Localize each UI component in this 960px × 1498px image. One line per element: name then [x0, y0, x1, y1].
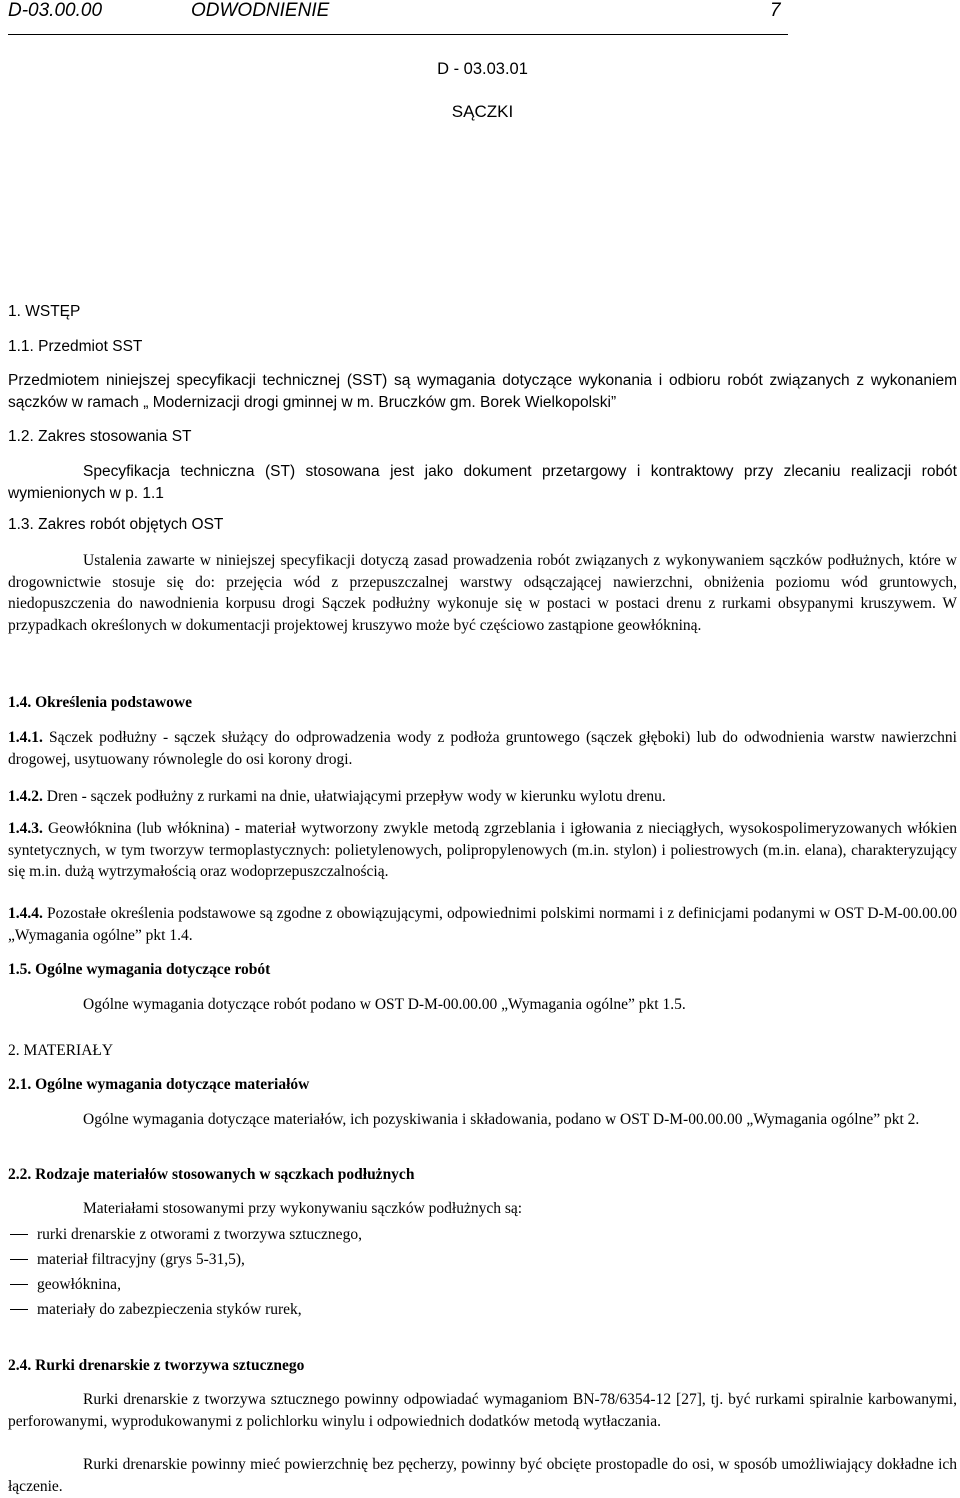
dash-bullet-icon — [10, 1259, 28, 1260]
dash-bullet-icon — [10, 1309, 28, 1310]
definition-number: 1.4.3. — [8, 820, 43, 837]
section-2-2-intro: Materiałami stosowanymi przy wykonywaniu sączków podłużnych są: — [83, 1200, 523, 1217]
definition-text: Dren - sączek podłużny z rurkami na dnie, ułatwiającymi przepływ wody w kierunku wylotu drenu. — [42, 788, 666, 805]
definition-text: Geowłóknina (lub włóknina) - materiał wytworzony zwykle metodą zgrzeblania i igłowania z nieciągłych, wysokospolimeryzowanych włókien syntetycznych, w tym tworzyw termoplastycznych: polietylenowych, polipropylenowych (m.in. stylon) i poliestrowych (m.in. elana), charakteryzujący się m.in. dużą wytrzymałością oraz wodoprzepuszczalnością. — [8, 820, 957, 880]
definition-text: Sączek podłużny - sączek służący do odprowadzenia wody z podłoża gruntowego (sączek głęboki) lub do odwodnienia warstw nawierzchni drogowej, usytuowany równolegle do osi korony drogi. — [8, 729, 957, 768]
spec-title: SĄCZKI — [451, 102, 514, 121]
list-item-text: materiały do zabezpieczenia styków rurek, — [37, 1301, 302, 1318]
section-1-2-text: Specyfikacja techniczna (ST) stosowana jest jako dokument przetargowy i kontraktowy przy zlecaniu realizacji robót wymienionych w p. 1.1 — [8, 463, 957, 502]
definition-1-4-4 — [8, 903, 957, 946]
section-1-2-heading: 1.2. Zakres stosowania ST — [8, 428, 192, 445]
dash-bullet-icon — [10, 1284, 28, 1285]
dash-bullet-icon — [10, 1234, 28, 1235]
section-2-1-text: Ogólne wymagania dotyczące materiałów, ich pozyskiwania i składowania, podano w OST D-M-00.00.00 „Wymagania ogólne” pkt 2. — [83, 1111, 920, 1128]
definition-1-4-2 — [8, 786, 957, 808]
section-1-3-text: Ustalenia zawarte w niniejszej specyfikacji dotyczą zasad prowadzenia robót związanych z wykonywaniem sączków podłużnych, które w drogownictwie stosuje się do: przejęcia wód z przepuszczalnej warstwy odsączającej nawierzchni, obniżenia poziomu wód gruntowych, niedopuszczenia do nawodnienia korpusu drogi Sączek podłużny wykonuje się w postaci w postaci drenu z rurkami obsypanymi kruszywem. W przypadkach określonych w dokumentacji projektowej kruszywo może być częściowo zastąpione geowłókniną. — [8, 552, 957, 634]
header-page-number: 7 — [770, 0, 781, 21]
list-item-text: geowłóknina, — [37, 1276, 121, 1293]
page-header — [8, 0, 788, 35]
definition-number: 1.4.4. — [8, 905, 43, 922]
list-item-text: materiał filtracyjny (grys 5-31,5), — [37, 1251, 245, 1268]
list-item-text: rurki drenarskie z otworami z tworzywa sztucznego, — [37, 1226, 362, 1243]
header-code: D-03.00.00 — [8, 0, 103, 21]
section-2-heading: 2. MATERIAŁY — [8, 1042, 114, 1059]
definition-1-4-1 — [8, 727, 957, 770]
section-1-3-heading: 1.3. Zakres robót objętych OST — [8, 516, 224, 533]
header-section: ODWODNIENIE — [191, 0, 330, 21]
spec-code: D - 03.03.01 — [437, 60, 528, 78]
section-1-heading: 1. WSTĘP — [8, 303, 81, 320]
section-1-5-text: Ogólne wymagania dotyczące robót podano w OST D-M-00.00.00 „Wymagania ogólne” pkt 1.5. — [83, 996, 686, 1013]
section-2-4-paragraph-1: Rurki drenarskie z tworzywa sztucznego powinny odpowiadać wymaganiom BN-78/6354-12 [27], tj. być rurkami spiralnie karbowanymi, perforowanymi, wyprodukowanymi z polichlorku winylu i odpowiednich dodatków metodą wytłaczania. — [8, 1391, 957, 1430]
section-1-1-text: Przedmiotem niniejszej specyfikacji technicznej (SST) są wymagania dotyczące wykonania i odbioru robót związanych z wykonaniem sączków w ramach „ Modernizacji drogi gminnej w m. Bruczków gm. Borek Wielkopolski” — [8, 372, 957, 411]
definition-1-4-3 — [8, 818, 957, 883]
section-1-4-heading: 1.4. Określenia podstawowe — [8, 694, 193, 711]
section-2-1-heading: 2.1. Ogólne wymagania dotyczące materiałów — [8, 1076, 310, 1093]
section-2-4-heading: 2.4. Rurki drenarskie z tworzywa sztucznego — [8, 1357, 305, 1374]
section-1-1-heading: 1.1. Przedmiot SST — [8, 338, 143, 355]
section-2-4-paragraph-2: Rurki drenarskie powinny mieć powierzchnię bez pęcherzy, powinny być obcięte prostopadle do osi, w sposób umożliwiający dokładne ich łączenie. — [8, 1456, 957, 1495]
definition-number: 1.4.1. — [8, 729, 43, 746]
section-1-5-heading: 1.5. Ogólne wymagania dotyczące robót — [8, 961, 271, 978]
section-2-2-heading: 2.2. Rodzaje materiałów stosowanych w sączkach podłużnych — [8, 1166, 415, 1183]
definition-text: Pozostałe określenia podstawowe są zgodne z obowiązującymi, odpowiednimi polskimi normami i z definicjami podanymi w OST D-M-00.00.00 „Wymagania ogólne” pkt 1.4. — [8, 905, 957, 944]
definition-number: 1.4.2. — [8, 788, 43, 805]
